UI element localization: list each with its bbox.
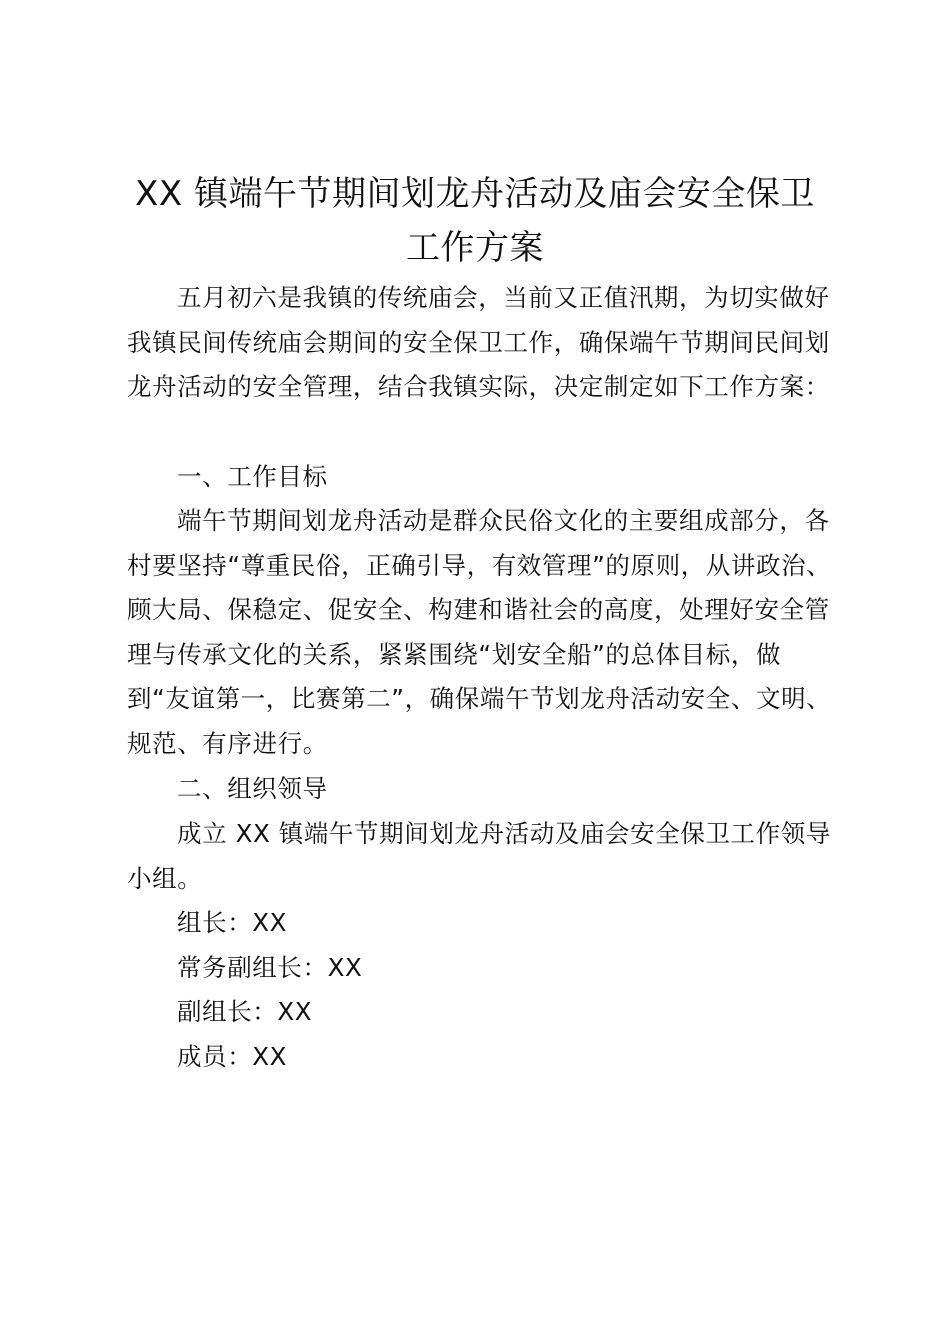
- section-1-body: 端午节期间划龙舟活动是群众民俗文化的主要组成部分，各村要坚持“尊重民俗，正确引导，有效管理”的原则，从讲政治、顾大局、保稳定、促安全、构建和谐社会的高度，处理好安全管理与传承文化的关系，紧紧围绕“划安全船”的总体目标，做到“友谊第一，比赛第二”，确保端午节划龙舟活动安全、文明、规范、有序进行。: [127, 506, 832, 758]
- intro-paragraph: 五月初六是我镇的传统庙会，当前又正值汛期，为切实做好我镇民间传统庙会期间的安全保卫工作，确保端午节期间民间划龙舟活动的安全管理，结合我镇实际，决定制定如下工作方案：: [127, 283, 830, 402]
- section-2-body: 成立 XX 镇端午节期间划龙舟活动及庙会安全保卫工作领导小组。: [127, 819, 831, 893]
- section-1-heading: 一、工作目标: [177, 462, 328, 491]
- document-title-line-1: XX 镇端午节期间划龙舟活动及庙会安全保卫: [135, 174, 815, 214]
- section-2-heading: 二、组织领导: [177, 774, 328, 803]
- role-executive-deputy: 常务副组长：XX: [177, 953, 363, 982]
- role-members: 成员：XX: [177, 1042, 288, 1071]
- role-deputy: 副组长：XX: [177, 997, 313, 1026]
- role-leader: 组长：XX: [177, 908, 288, 937]
- document-title-line-2: 工作方案: [406, 228, 544, 268]
